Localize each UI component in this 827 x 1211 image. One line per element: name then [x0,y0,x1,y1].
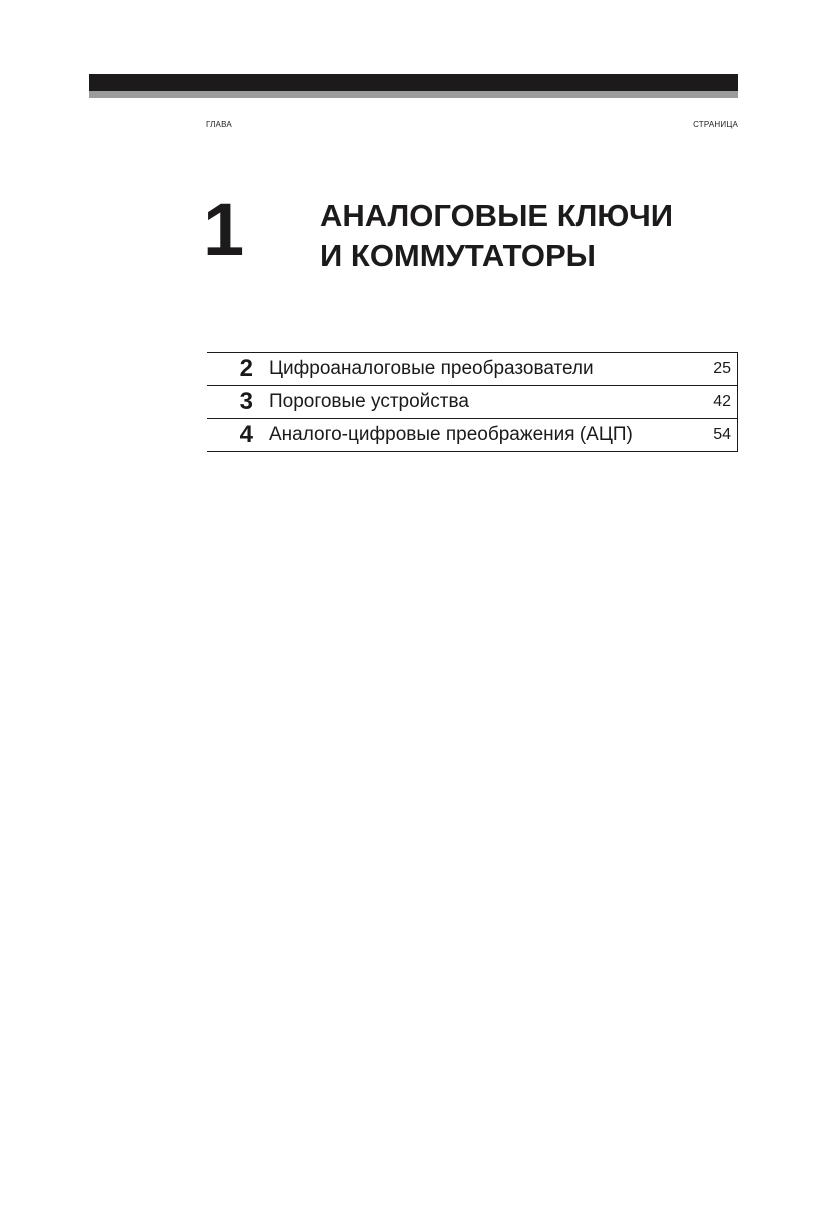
toc-chapter-number: 4 [207,419,257,452]
toc-chapter-title[interactable]: Цифроаналоговые преобразователи [257,353,681,386]
toc-chapter-title[interactable]: Пороговые устройства [257,386,681,419]
chapter-title [320,196,740,276]
chapter-title-line-2: И КОММУТАТОРЫ [320,238,596,273]
toc-page-number: 42 [681,386,738,419]
chapter-column-label: ГЛАВА [206,120,232,129]
toc-page-number: 54 [681,419,738,452]
toc-row[interactable] [207,386,738,419]
header-bar-black [89,74,738,91]
toc-row[interactable] [207,419,738,452]
header-bar-grey [89,91,738,98]
chapter-title-line-1: АНАЛОГОВЫЕ КЛЮЧИ [320,198,674,233]
chapter-number: 1 [203,188,245,271]
toc-chapter-number: 3 [207,386,257,419]
toc-chapter-title[interactable]: Аналого-цифровые преображения (АЦП) [257,419,681,452]
page-column-label: СТРАНИЦА [693,120,738,129]
toc-page-number: 25 [681,353,738,386]
toc-row[interactable] [207,353,738,386]
table-of-contents [207,352,738,452]
toc-chapter-number: 2 [207,353,257,386]
